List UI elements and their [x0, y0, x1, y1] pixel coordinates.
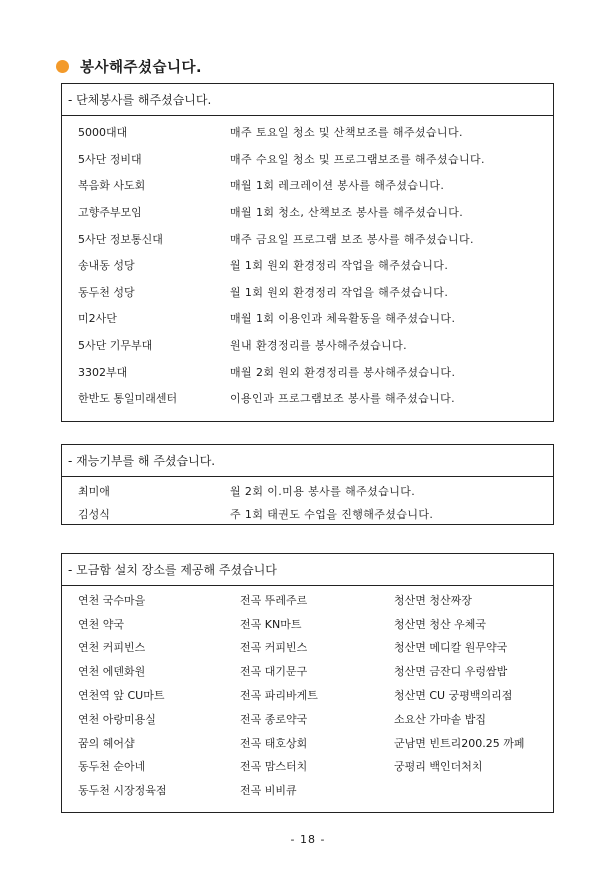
donor-name: 최미애 [78, 484, 110, 498]
table-row [62, 731, 553, 755]
location-cell: 청산면 메디칼 원무약국 [394, 641, 508, 655]
org-description: 매주 수요일 청소 및 프로그램보조를 해주셨습니다. [230, 152, 485, 166]
orange-dot-icon [56, 60, 69, 73]
section-title: 봉사해주셨습니다. [80, 59, 203, 76]
org-description: 원내 환경정리를 봉사해주셨습니다. [230, 339, 408, 353]
org-name: 복음화 사도회 [78, 179, 146, 193]
donor-name: 김성식 [78, 507, 110, 521]
table-row [62, 146, 553, 173]
location-cell: 동두천 시장정육점 [78, 784, 167, 798]
table-row [62, 479, 553, 502]
donation-box-header: - 모금함 설치 장소를 제공해 주셨습니다 [62, 554, 553, 586]
donor-description: 월 2회 이.미용 봉사를 해주셨습니다. [230, 484, 416, 498]
table-row [62, 683, 553, 707]
org-name: 고향주부모임 [78, 206, 142, 220]
table-row [62, 172, 553, 199]
location-cell: 연천 아랑미용실 [78, 712, 156, 726]
org-name: 동두천 성당 [78, 285, 135, 299]
org-description: 이용인과 프로그램보조 봉사를 해주셨습니다. [230, 392, 456, 406]
group-volunteer-list [62, 116, 553, 412]
group-volunteer-box [61, 83, 554, 422]
donor-description: 주 1회 태권도 수업을 진행해주셨습니다. [230, 507, 434, 521]
table-row [62, 707, 553, 731]
location-cell: 청산면 청산짜장 [394, 593, 472, 607]
org-name: 송내동 성당 [78, 259, 135, 273]
org-description: 매월 2회 원외 환경정리를 봉사해주셨습니다. [230, 365, 456, 379]
donation-box-grid [62, 586, 553, 802]
location-cell: 연천 에덴화원 [78, 665, 146, 679]
org-name: 5사단 정보통신대 [78, 232, 163, 246]
table-row [62, 385, 553, 412]
location-cell: 전곡 태호상회 [240, 736, 308, 750]
org-name: 5사단 정비대 [78, 152, 142, 166]
location-cell: 전곡 커피빈스 [240, 641, 308, 655]
location-cell: 연천 약국 [78, 617, 125, 631]
org-description: 매월 1회 청소, 산책보조 봉사를 해주셨습니다. [230, 206, 464, 220]
location-cell: 군남면 빈트리200.25 까페 [394, 736, 525, 750]
location-cell: 전곡 대기문구 [240, 665, 308, 679]
talent-donation-box [61, 444, 554, 525]
table-row [62, 588, 553, 612]
table-row [62, 305, 553, 332]
table-row [62, 612, 553, 636]
group-volunteer-header: - 단체봉사를 해주셨습니다. [62, 84, 553, 116]
location-cell: 궁평리 백인더처치 [394, 760, 483, 774]
org-description: 매주 토요일 청소 및 산책보조를 해주셨습니다. [230, 126, 463, 140]
table-row [62, 119, 553, 146]
org-name: 3302부대 [78, 365, 128, 379]
org-description: 월 1회 원외 환경정리 작업을 해주셨습니다. [230, 285, 449, 299]
table-row [62, 755, 553, 779]
location-cell: 동두천 순아네 [78, 760, 146, 774]
location-cell: 소요산 가마솥 밥집 [394, 712, 487, 726]
location-cell: 전곡 파리바게트 [240, 689, 318, 703]
talent-donation-list [62, 477, 553, 525]
location-cell: 청산면 CU 궁평백의리점 [394, 689, 513, 703]
org-name: 한반도 통일미래센터 [78, 392, 178, 406]
org-name: 미2사단 [78, 312, 117, 326]
table-row [62, 279, 553, 306]
table-row [62, 636, 553, 660]
table-row [62, 225, 553, 252]
location-cell: 연천역 앞 CU마트 [78, 689, 165, 703]
org-description: 매월 1회 이용인과 체육활동을 해주셨습니다. [230, 312, 456, 326]
org-name: 5000대대 [78, 126, 128, 140]
table-row [62, 358, 553, 385]
location-cell: 전곡 KN마트 [240, 617, 302, 631]
donation-box-locations [61, 553, 554, 813]
table-row [62, 502, 553, 525]
location-cell: 연천 커피빈스 [78, 641, 146, 655]
section-heading [56, 56, 202, 76]
location-cell: 꿈의 헤어샵 [78, 736, 135, 750]
org-name: 5사단 기무부대 [78, 339, 153, 353]
location-cell: 청산면 금잔디 우렁쌈밥 [394, 665, 508, 679]
table-row [62, 332, 553, 359]
page-number: - 18 - [290, 833, 326, 846]
table-row [62, 659, 553, 683]
table-row [62, 778, 553, 802]
location-cell: 전곡 종로약국 [240, 712, 308, 726]
location-cell: 전곡 뚜레주르 [240, 593, 308, 607]
talent-donation-header: - 재능기부를 해 주셨습니다. [62, 445, 553, 477]
location-cell: 전곡 비비큐 [240, 784, 297, 798]
location-cell: 전곡 맘스터치 [240, 760, 308, 774]
location-cell: 연천 국수마을 [78, 593, 146, 607]
table-row [62, 199, 553, 226]
org-description: 매주 금요일 프로그램 보조 봉사를 해주셨습니다. [230, 232, 474, 246]
org-description: 월 1회 원외 환경정리 작업을 해주셨습니다. [230, 259, 449, 273]
table-row [62, 252, 553, 279]
org-description: 매월 1회 레크레이션 봉사를 해주셨습니다. [230, 179, 445, 193]
location-cell: 청산면 청산 우체국 [394, 617, 487, 631]
